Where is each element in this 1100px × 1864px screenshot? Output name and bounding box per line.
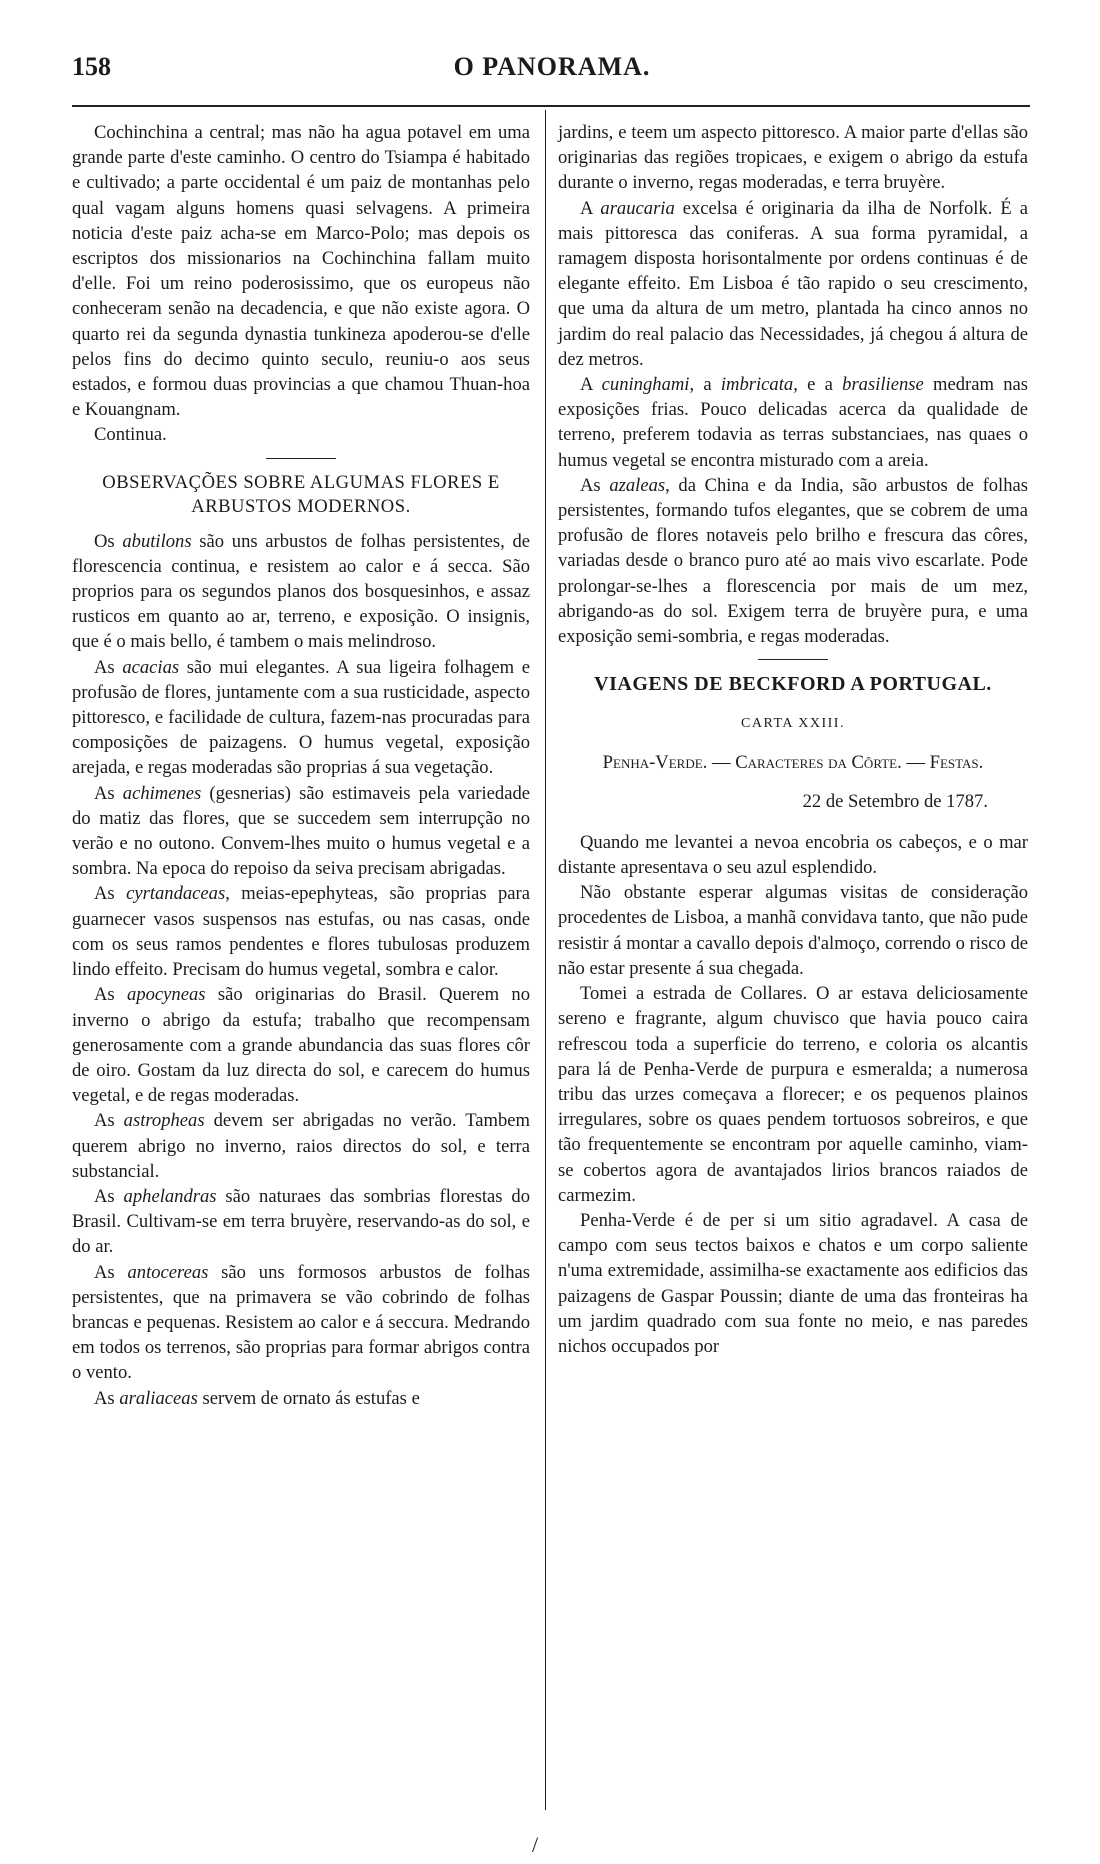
- paragraph-astropheas: As astropheas devem ser abrigadas no verão. Tambem querem abrigo no inverno, raios directos do sol, e terra substancial.: [72, 1110, 530, 1182]
- section-divider: [758, 659, 828, 660]
- paragraph-cuninghami: A cuninghami, a imbricata, e a brasiliense medram nas exposições frias. Pouco delicadas acerca da qualidade de terreno, preferem todavia as terras substanciaes, nas quaes o humus vegetal se encontra misturado com a areia.: [558, 374, 1028, 471]
- paragraph-araliaceas: As araliaceas servem de ornato ás estufas e: [94, 1387, 420, 1409]
- paragraph-cochinchina: Cochinchina a central; mas não ha agua potavel em uma grande parte d'este caminho. O centro do Tsiampa é habitado e cultivado; a parte occidental é um paiz de montanhas pelo qual vagam alguns homens quasi selvagens. A primeira noticia d'este paiz acha-se em Marco-Polo; mas depois os escriptos dos missionarios na Cochinchina fallam muito d'elle. Foi um reino poderosissimo, que os europeus não conheceram senão na decadencia, e que não existe agora. O quarto rei da segunda dynastia tunkineza apoderou-se d'elle pelos fins do decimo quinto seculo, reuniu-o aos seus estados, e formou duas provincias a que chamou Thuan-hoa e Kouangnam.: [72, 122, 530, 421]
- paragraph-araucaria: A araucaria excelsa é originaria da ilha de Norfolk. É a mais pittoresca das coniferas. A sua forma pyramidal, a ramagem disposta horisontalmente por ordens continuas é de elegante effeito. Em Lisboa é tão rapido o seu crescimento, que uma da altura de um metro, plantada ha cinco annos no jardim do real palacio das Necessidades, já chegou á altura de dez metros.: [558, 197, 1028, 370]
- page-header: [72, 52, 1032, 92]
- paragraph-acacias: As acacias são mui elegantes. A sua ligeira folhagem e profusão de flores, juntamente com a sua rusticidade, aspecto pittoresco, e facilidade de cultura, fazem-nas procuradas para composições de paizagens. O humus vegetal, exposição arejada, e regas moderadas são proprias á sua vegetação.: [72, 656, 531, 779]
- letter-number: CARTA XXIII.: [741, 716, 845, 732]
- left-column: [72, 120, 530, 1411]
- right-column: [558, 120, 1028, 1359]
- paragraph-apocyneas: As apocyneas são originarias do Brasil. Querem no inverno o abrigo da estufa; trabalho que recompensam generosamente com a grande abundancia das suas flores côr de oiro. Gostam da luz directa do sol, e carecem do humus vegetal, e de regas moderadas.: [72, 984, 531, 1107]
- paragraph-achimenes: As achimenes (gesnerias) são estimaveis pela variedade do matiz das flores, que se succedem sem interrupção no verão e no outono. Convem-lhes muito o humus vegetal e a sombra. Na epoca do repoiso da seiva precisam abrigadas.: [72, 782, 530, 880]
- section-divider: [266, 458, 336, 459]
- paragraph-penha-verde: Penha-Verde é de per si um sitio agradavel. A casa de campo com seus tectos baixos e chatos e um corpo saliente n'uma extremidade, assimilha-se exactamente aos edificios das paizagens de Gaspar Poussin; diante de uma das fronteiras ha um jardim quadrado com sua fonte no meio, e nas paredes nichos occupados por: [558, 1209, 1028, 1357]
- paragraph-tomei: Tomei a estrada de Collares. O ar estava deliciosamente sereno e fragrante, algum chuvisco que havia pouco caira refrescou toda a superficie do terreno, e coloria os alcantis para lá de Penha-Verde de purpura e esmeralda; a numerosa tribu das urzes começava a florecer; e os pequenos plainos irregulares, sobre os quaes pendem tortuosos sobreiros, e que tão frequentemente se encontram por aquelle caminho, viam-se cobertos agora de avantajados lirios brancos raiados de carmezim.: [558, 983, 1028, 1206]
- article-heading-beckford: VIAGENS DE BECKFORD A PORTUGAL.: [594, 673, 992, 696]
- article-heading-flores: OBSERVAÇÕES SOBRE ALGUMAS FLORES E ARBUSTOS MODERNOS.: [102, 471, 500, 517]
- paragraph-nao-obstante: Não obstante esperar algumas visitas de consideração procedentes de Lisboa, a manhã convidava tanto, que não pude resistir á montar a cavallo depois d'almoço, correndo o risco de não estar presente á sua chegada.: [558, 882, 1028, 979]
- paragraph-cyrtandaceas: As cyrtandaceas, meias-epephyteas, são proprias para guarnecer vasos suspensos nas estufas, ou nas casas, onde com os seus ramos pendentes e flores tubulosas produzem lindo effeito. Precisam do humus vegetal, sombra e calor.: [72, 883, 531, 981]
- footer-mark: /: [532, 1832, 539, 1857]
- paragraph-aphelandras: As aphelandras são naturaes das sombrias florestas do Brasil. Cultivam-se em terra bruyère, reservando-as do sol, e do ar.: [72, 1185, 530, 1258]
- page-number: 158: [72, 52, 111, 81]
- paragraph-antocereas: As antocereas são uns formosos arbustos de folhas persistentes, que na primavera se vão cobrindo de folhas brancas e pequenas. Resistem ao calor e á seccura. Medrando em todos os terrenos, são proprias para formar abrigos contra o vento.: [72, 1261, 530, 1384]
- continua-note: Continua.: [94, 424, 167, 446]
- paragraph-jardins: jardins, e teem um aspecto pittoresco. A maior parte d'ellas são originarias das regiões tropicaes, e exigem o abrigo da estufa durante o inverno, regas moderadas, e terra bruyère.: [558, 122, 1028, 194]
- paragraph-quando: Quando me levantei a nevoa encobria os cabeços, e o mar distante apresentava o seu azul esplendido.: [558, 831, 1028, 879]
- header-rule: [72, 105, 1030, 107]
- column-divider: [545, 110, 546, 1810]
- paragraph-abutilons: Os abutilons são uns arbustos de folhas persistentes, de florescencia continua, e resistem ao calor e á secca. São proprios para os segundos planos dos bosquesinhos, e assaz rusticos em quanto ao ar, terreno, e exposição. O insignis, que é o mais bello, é tambem o mais melindroso.: [72, 530, 531, 653]
- letter-date: 22 de Setembro de 1787.: [802, 790, 988, 812]
- paragraph-azaleas: As azaleas, da China e da India, são arbustos de folhas persistentes, formando tufos elegantes, que se cobrem de uma profusão de flores notaveis pelo brilho e frescura das côres, variadas desde o branco puro até ao mais vivo escarlate. Pode prolongar-se-lhes a florescencia por mais de um mez, abrigando-as do sol. Exigem terra de bruyère pura, e uma exposição semi-sombria, e regas moderadas.: [558, 474, 1029, 648]
- letter-subtitle: Penha-Verde. — Caracteres da Côrte. — Festas.: [602, 751, 984, 773]
- publication-title: O PANORAMA.: [453, 52, 651, 81]
